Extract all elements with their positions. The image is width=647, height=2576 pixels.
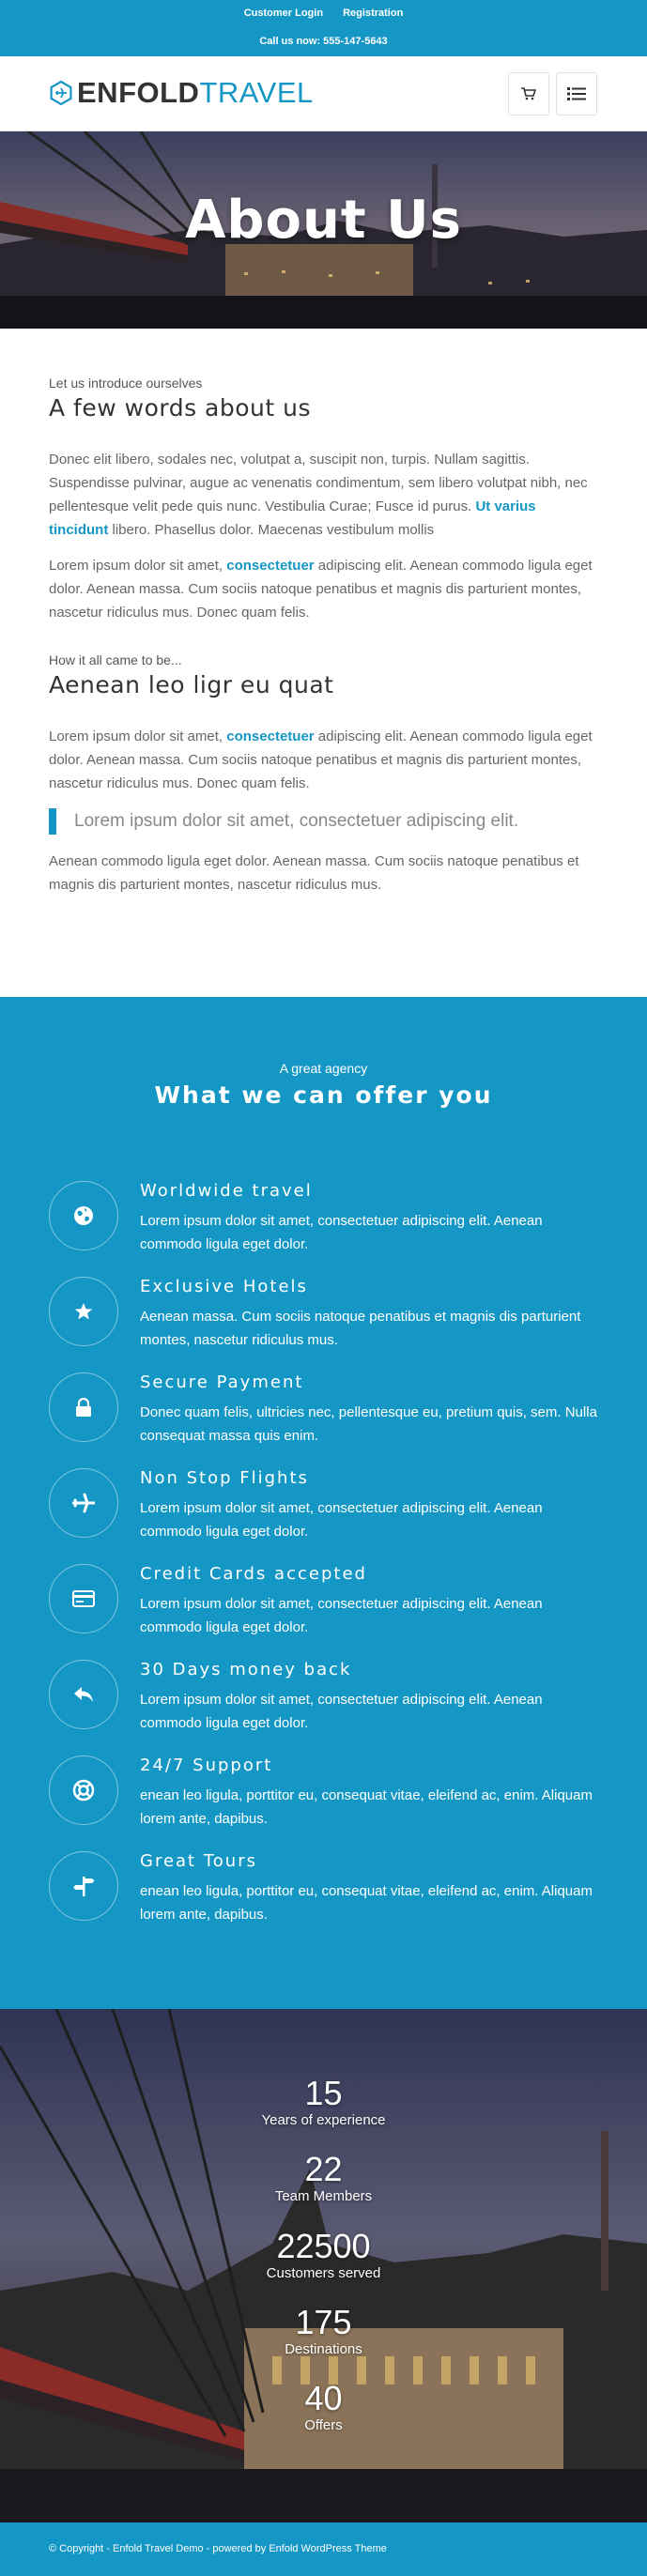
site-footer bbox=[0, 2522, 647, 2576]
stat-item bbox=[0, 2151, 647, 2205]
feature-description: Aenean massa. Cum sociis natoque penatibus et magnis dis parturient montes, nascetur ridiculus mus. bbox=[140, 1309, 581, 1348]
history-kicker: How it all came to be... bbox=[49, 652, 182, 667]
logo-airplane-icon bbox=[49, 81, 73, 105]
logo-text bbox=[77, 76, 314, 110]
offer-kicker: A great agency bbox=[279, 1061, 368, 1076]
about-paragraph-1 bbox=[49, 448, 598, 542]
stat-label: Customers served bbox=[266, 2265, 381, 2281]
blockquote: Lorem ipsum dolor sit amet, consectetuer adipiscing elit. bbox=[49, 808, 598, 835]
about-kicker: Let us introduce ourselves bbox=[49, 376, 203, 391]
about-paragraph-2 bbox=[49, 554, 598, 624]
paragraph-text: adipiscing elit. Aenean commodo ligula eget dolor. Aenean massa. Cum sociis natoque penatibus et magnis dis parturient montes, nascetur ridiculus mus. Donec quam felis. bbox=[49, 728, 593, 791]
feature-description: Lorem ipsum dolor sit amet, consectetuer adipiscing elit. Aenean commodo ligula eget dolor. bbox=[140, 1692, 543, 1731]
offer-section bbox=[0, 997, 647, 2009]
credit-card-icon bbox=[72, 1590, 95, 1607]
feature-title: Non Stop Flights bbox=[140, 1468, 309, 1488]
feature-icon-circle bbox=[49, 1660, 118, 1729]
inline-link[interactable]: Ut varius tincidunt bbox=[49, 498, 536, 538]
site-logo[interactable] bbox=[49, 75, 314, 111]
feature-description: Lorem ipsum dolor sit amet, consectetuer adipiscing elit. Aenean commodo ligula eget dolor. bbox=[140, 1213, 543, 1252]
about-heading: A few words about us bbox=[49, 394, 311, 422]
feature-description: enean leo ligula, porttitor eu, consequat vitae, eleifend ac, enim. Aliquam lorem ante, dapibus. bbox=[140, 1787, 593, 1827]
feature-icon-circle bbox=[49, 1468, 118, 1538]
about-section bbox=[49, 376, 598, 897]
reply-arrow-icon bbox=[73, 1686, 94, 1703]
airplane-icon bbox=[72, 1493, 95, 1513]
feature-item bbox=[49, 1277, 598, 1367]
signpost-icon bbox=[72, 1875, 95, 1897]
logo-text-light: TRAVEL bbox=[199, 76, 314, 109]
feature-title: 24/7 Support bbox=[140, 1756, 273, 1775]
paragraph-text: Lorem ipsum dolor sit amet, bbox=[49, 558, 227, 574]
registration-link[interactable]: Registration bbox=[343, 8, 404, 19]
feature-item bbox=[49, 1660, 598, 1750]
feature-description: Donec quam felis, ultricies nec, pellentesque eu, pretium quis, sem. Nulla consequat massa quis enim. bbox=[140, 1404, 597, 1444]
cart-icon bbox=[521, 87, 536, 100]
history-heading: Aenean leo ligr eu quat bbox=[49, 671, 334, 698]
phone-number: Call us now: 555-147-5643 bbox=[259, 36, 388, 47]
feature-title: 30 Days money back bbox=[140, 1660, 352, 1679]
paragraph-text: adipiscing elit. Aenean commodo ligula eget dolor. Aenean massa. Cum sociis natoque penatibus et magnis dis parturient montes, nascetur ridiculus mus. Donec quam felis. bbox=[49, 558, 593, 621]
page-title: About Us bbox=[185, 190, 462, 251]
feature-description: Lorem ipsum dolor sit amet, consectetuer adipiscing elit. Aenean commodo ligula eget dolor. bbox=[140, 1500, 543, 1540]
stat-label: Team Members bbox=[274, 2188, 373, 2204]
stat-item bbox=[0, 2075, 647, 2129]
paragraph-text: Lorem ipsum dolor sit amet, bbox=[49, 728, 227, 744]
paragraph-text: Donec elit libero, sodales nec, volutpat a, suscipit non, turpis. Nullam sagittis. Suspendisse pulvinar, augue ac venenatis condimentum, sem libero volutpat nibh, nec pellentesque velit pede quis nunc. Vestibulia Curae; Fusce id purus. bbox=[49, 452, 588, 514]
menu-icon bbox=[567, 86, 586, 101]
stats-section bbox=[0, 2009, 647, 2522]
inline-link[interactable]: consectetuer bbox=[226, 558, 315, 574]
feature-title: Worldwide travel bbox=[140, 1181, 313, 1201]
feature-title: Secure Payment bbox=[140, 1372, 304, 1392]
history-paragraph-2: Aenean commodo ligula eget dolor. Aenean massa. Cum sociis natoque penatibus et magnis dis parturient montes, nascetur ridiculus mus. bbox=[49, 853, 579, 893]
globe-icon bbox=[73, 1205, 94, 1226]
feature-title: Credit Cards accepted bbox=[140, 1564, 367, 1584]
stat-label: Years of experience bbox=[261, 2112, 386, 2128]
feature-icon-circle bbox=[49, 1181, 118, 1250]
feature-title: Exclusive Hotels bbox=[140, 1277, 308, 1296]
stat-number: 40 bbox=[304, 2379, 343, 2417]
lifebuoy-icon bbox=[72, 1779, 95, 1802]
stat-number: 15 bbox=[304, 2074, 343, 2112]
stat-item bbox=[0, 2380, 647, 2434]
inline-link[interactable]: consectetuer bbox=[226, 728, 315, 744]
offer-heading: What we can offer you bbox=[154, 1081, 493, 1109]
top-links bbox=[0, 8, 647, 19]
top-bar bbox=[0, 0, 647, 56]
feature-item bbox=[49, 1468, 598, 1558]
logo-text-bold: ENFOLD bbox=[77, 76, 200, 109]
lock-icon bbox=[75, 1398, 92, 1417]
feature-item bbox=[49, 1372, 598, 1463]
hero-banner bbox=[0, 131, 647, 329]
menu-button[interactable] bbox=[556, 72, 597, 115]
feature-item bbox=[49, 1756, 598, 1846]
customer-login-link[interactable]: Customer Login bbox=[243, 8, 324, 19]
feature-item bbox=[49, 1181, 598, 1271]
copyright-text[interactable]: © Copyright - Enfold Travel Demo - powered by Enfold WordPress Theme bbox=[49, 2543, 387, 2554]
stat-number: 22 bbox=[304, 2150, 343, 2188]
site-header bbox=[0, 56, 647, 131]
feature-description: enean leo ligula, porttitor eu, consequat vitae, eleifend ac, enim. Aliquam lorem ante, dapibus. bbox=[140, 1883, 593, 1923]
feature-item bbox=[49, 1564, 598, 1654]
feature-icon-circle bbox=[49, 1564, 118, 1633]
feature-title: Great Tours bbox=[140, 1851, 257, 1871]
feature-icon-circle bbox=[49, 1277, 118, 1346]
stat-item bbox=[0, 2228, 647, 2282]
stat-label: Offers bbox=[304, 2417, 343, 2433]
feature-icon-circle bbox=[49, 1756, 118, 1825]
star-icon bbox=[74, 1302, 93, 1321]
stat-number: 175 bbox=[295, 2303, 352, 2341]
stat-number: 22500 bbox=[276, 2227, 371, 2265]
paragraph-text: libero. Phasellus dolor. Maecenas vestibulum mollis bbox=[108, 522, 435, 538]
stat-item bbox=[0, 2304, 647, 2358]
feature-item bbox=[49, 1851, 598, 1941]
feature-description: Lorem ipsum dolor sit amet, consectetuer adipiscing elit. Aenean commodo ligula eget dolor. bbox=[140, 1596, 543, 1635]
cart-button[interactable] bbox=[508, 72, 549, 115]
feature-icon-circle bbox=[49, 1372, 118, 1442]
stat-label: Destinations bbox=[285, 2341, 362, 2357]
feature-icon-circle bbox=[49, 1851, 118, 1921]
history-paragraph-1 bbox=[49, 725, 598, 795]
